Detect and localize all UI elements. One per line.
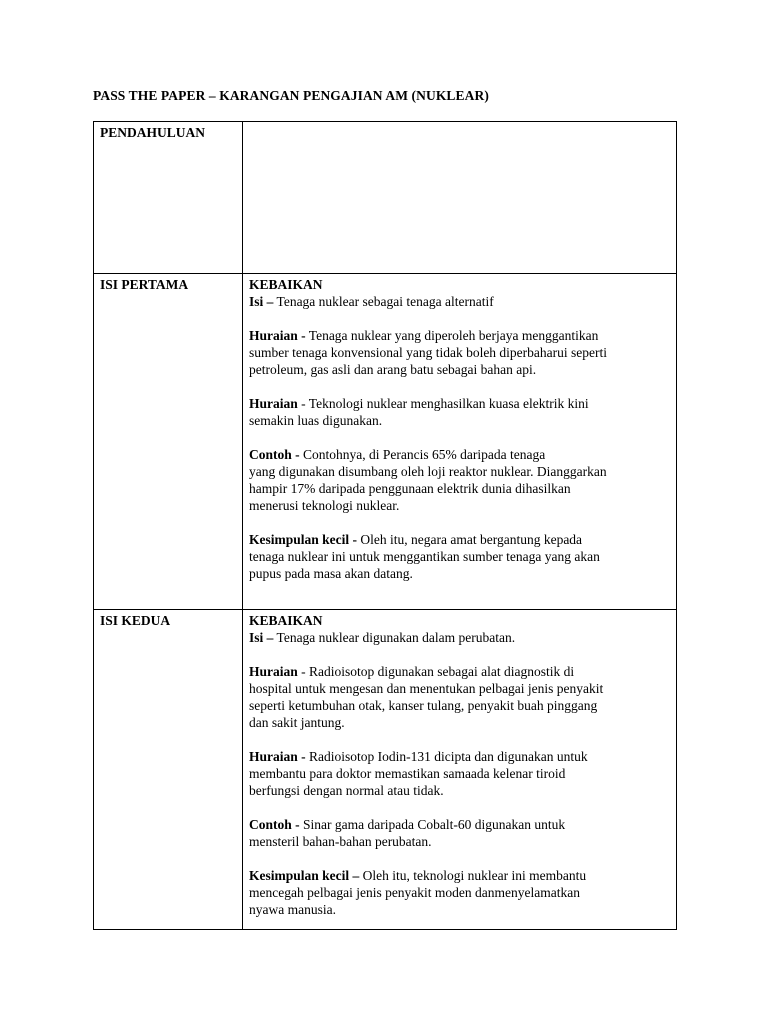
paragraph-line: petroleum, gas asli dan arang batu sebagai bahan api. (249, 362, 537, 377)
isi-label: Isi – (249, 630, 274, 645)
paragraph-line: dan sakit jantung. (249, 715, 345, 730)
paragraph-text: Oleh itu, teknologi nuklear ini membantu (359, 868, 587, 883)
table-row-isi-kedua (94, 610, 677, 930)
paragraph-line: sumber tenaga konvensional yang tidak boleh diperbaharui seperti (249, 345, 608, 360)
paragraph-kesimpulan (249, 531, 670, 582)
isi-line (249, 629, 670, 646)
essay-outline-table (93, 121, 677, 930)
row-content (243, 274, 677, 610)
isi-text: Tenaga nuklear sebagai tenaga alternatif (273, 294, 494, 309)
paragraph-line: mencegah pelbagai jenis penyakit moden danmenyelamatkan (249, 885, 581, 900)
paragraph-text: Oleh itu, negara amat bergantung kepada (357, 532, 583, 547)
table-row-pendahuluan (94, 122, 677, 274)
paragraph-huraian (249, 663, 670, 731)
row-label: ISI KEDUA (94, 610, 243, 930)
row-label: ISI PERTAMA (94, 274, 243, 610)
paragraph-line (249, 531, 670, 548)
paragraph-huraian (249, 748, 670, 799)
paragraph-kesimpulan (249, 867, 670, 918)
paragraph-line: seperti ketumbuhan otak, kanser tulang, penyakit buah pinggang (249, 698, 598, 713)
page-title: PASS THE PAPER – KARANGAN PENGAJIAN AM (NUKLEAR) (93, 88, 489, 103)
paragraph-text: Radioisotop Iodin-131 dicipta dan digunakan untuk (305, 749, 588, 764)
paragraph-label: Huraian (249, 664, 298, 679)
paragraph-text: - Teknologi nuklear menghasilkan kuasa elektrik kini (297, 396, 589, 411)
paragraph-huraian (249, 327, 670, 378)
paragraph-label: Kesimpulan kecil - (249, 532, 358, 547)
paragraph-label: Huraian - (249, 328, 306, 343)
table-row-isi-pertama (94, 274, 677, 610)
paragraph-label: Kesimpulan kecil – (249, 868, 360, 883)
paragraph-line (249, 816, 670, 833)
paragraph-text: Contohnya, di Perancis 65% daripada tenaga (299, 447, 546, 462)
row-label: PENDAHULUAN (94, 122, 243, 274)
paragraph-contoh (249, 446, 670, 514)
paragraph-line: menerusi teknologi nuklear. (249, 498, 400, 513)
paragraph-line: membantu para doktor memastikan samaada kelenar tiroid (249, 766, 566, 781)
paragraph-text: - Radioisotop digunakan sebagai alat diagnostik di (297, 664, 575, 679)
paragraph-line: nyawa manusia. (249, 902, 336, 917)
paragraph-huraian (249, 395, 670, 429)
paragraph-line: tenaga nuklear ini untuk menggantikan sumber tenaga yang akan (249, 549, 600, 564)
paragraph-line: yang digunakan disumbang oleh loji reaktor nuklear. Dianggarkan (249, 464, 607, 479)
paragraph-line: semakin luas digunakan. (249, 413, 383, 428)
paragraph-line: pupus pada masa akan datang. (249, 566, 413, 581)
paragraph-line (249, 446, 670, 463)
paragraph-text: Tenaga nuklear yang diperoleh berjaya menggantikan (305, 328, 599, 343)
section-heading: KEBAIKAN (249, 277, 323, 292)
paragraph-line (249, 663, 670, 680)
paragraph-label: Contoh - (249, 447, 300, 462)
paragraph-label: Huraian - (249, 749, 306, 764)
paragraph-contoh (249, 816, 670, 850)
paragraph-line (249, 327, 670, 344)
paragraph-line: hampir 17% daripada penggunaan elektrik dunia dihasilkan (249, 481, 571, 496)
isi-label: Isi – (249, 294, 274, 309)
paragraph-line: mensteril bahan-bahan perubatan. (249, 834, 432, 849)
paragraph-line: berfungsi dengan normal atau tidak. (249, 783, 444, 798)
isi-line (249, 293, 670, 310)
paragraph-line (249, 867, 670, 884)
paragraph-label: Contoh - (249, 817, 300, 832)
paragraph-text: Sinar gama daripada Cobalt-60 digunakan untuk (299, 817, 566, 832)
section-heading: KEBAIKAN (249, 613, 323, 628)
paragraph-label: Huraian (249, 396, 298, 411)
row-content (243, 610, 677, 930)
paragraph-line (249, 748, 670, 765)
paragraph-line (249, 395, 670, 412)
isi-text: Tenaga nuklear digunakan dalam perubatan. (273, 630, 516, 645)
row-content-empty (243, 122, 677, 274)
paragraph-line: hospital untuk mengesan dan menentukan pelbagai jenis penyakit (249, 681, 604, 696)
